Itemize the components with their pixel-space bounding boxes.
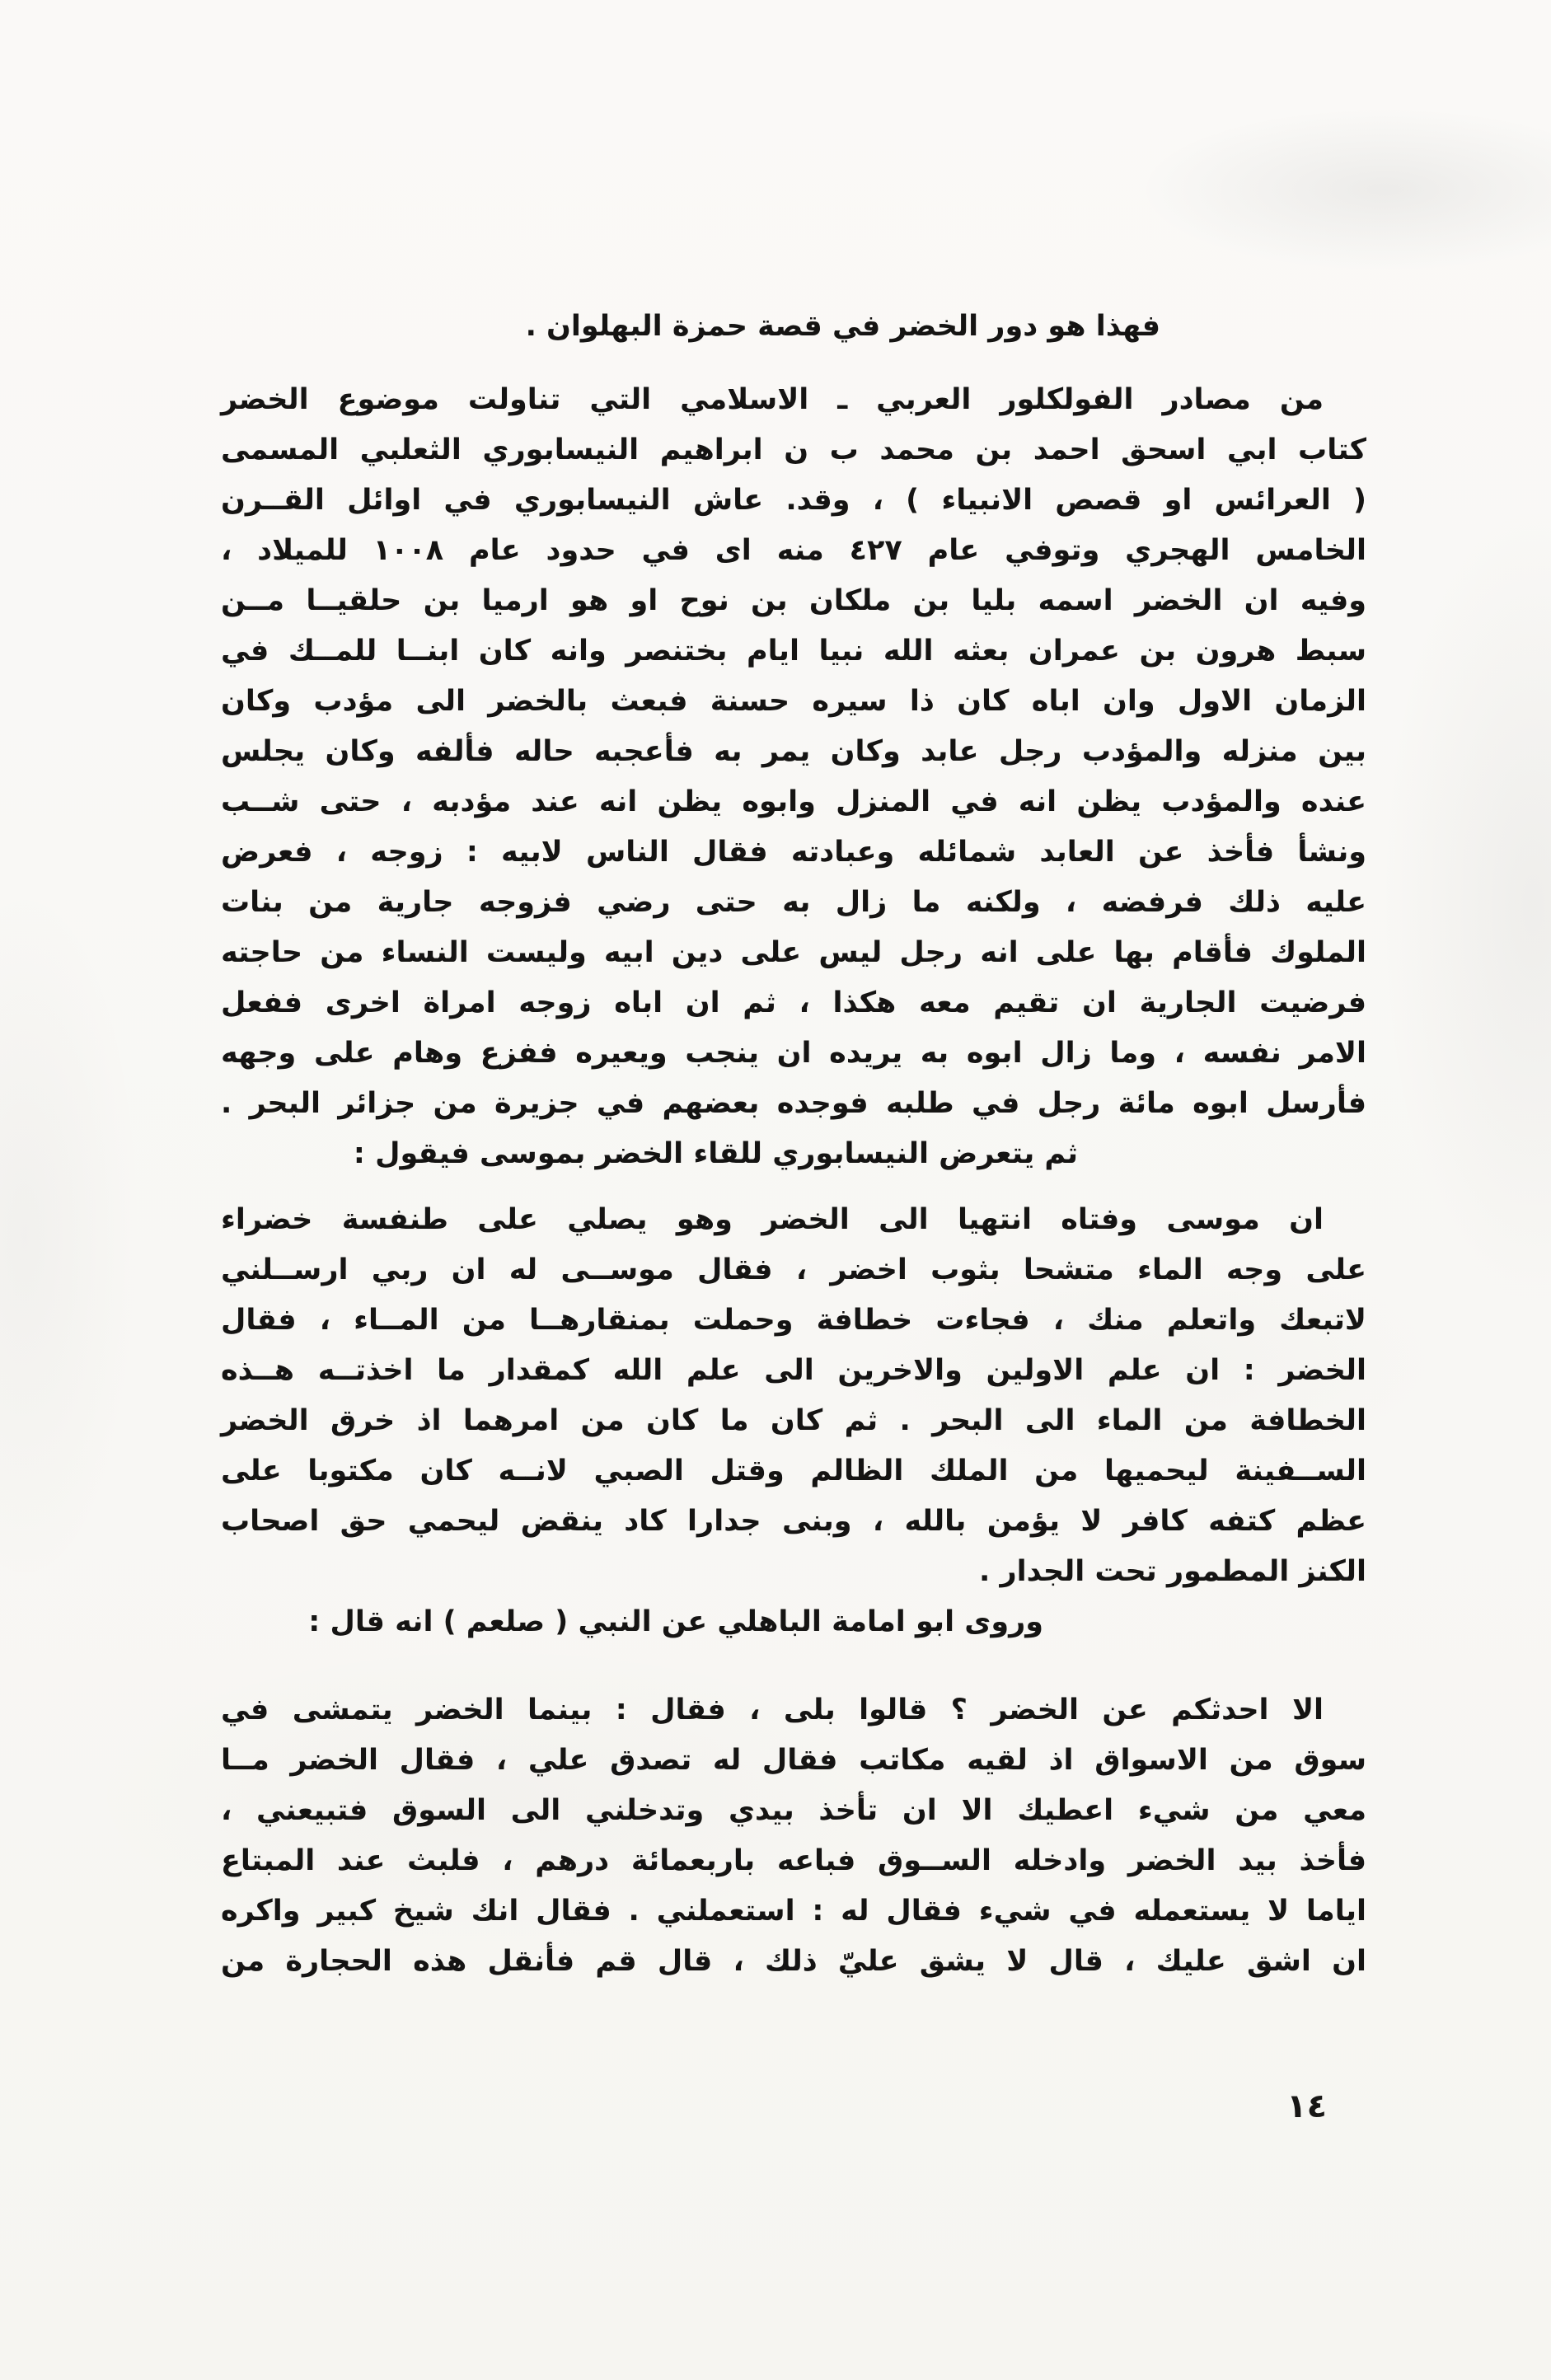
paragraph-line: من مصادر الفولكلور العربي ـ الاسلامي التي تناولت موضوع الخضر xyxy=(221,383,1324,416)
paragraph-line: الامر نفسه ، وما زال ابوه به يريده ان ينجب ويعيره ففزع وهام على وجهه xyxy=(221,1037,1366,1070)
paragraph-line: الخطافة من الماء الى البحر . ثم كان ما كان من امرهما اذ خرق الخضر xyxy=(221,1404,1366,1437)
paragraph-line: بين منزله والمؤدب رجل عابد وكان يمر به فأعجبه حاله فألفه وكان يجلس xyxy=(221,735,1366,768)
text-column xyxy=(221,302,1366,1987)
paragraph-line: سبط هرون بن عمران بعثه الله نبيا ايام بختنصر وانه كان ابنــا للمــك في xyxy=(221,635,1366,668)
paragraph-line: الخامس الهجري وتوفي عام ٤٢٧ منه اى في حدود عام ١٠٠٨ للميلاد ، xyxy=(221,534,1366,567)
paragraph-line: عليه ذلك فرفضه ، ولكنه ما زال به حتى رضي فزوجه جارية من بنات xyxy=(221,886,1366,919)
paragraph-line: الكنز المطمور تحت الجدار . xyxy=(979,1555,1366,1588)
section-lead-line: وروى ابو امامة الباهلي عن النبي ( صلعم ) انه قال : xyxy=(308,1605,1043,1638)
section-lead-line: ثم يتعرض النيسابوري للقاء الخضر بموسى فيقول : xyxy=(353,1137,1078,1170)
paragraph-line: معي من شيء اعطيك الا ان تأخذ بيدي وتدخلني الى السوق فتبيعني ، xyxy=(221,1794,1366,1827)
paragraph-line: لاتبعك واتعلم منك ، فجاءت خطافة وحملت بمنقارهــا من المــاء ، فقال xyxy=(221,1304,1366,1337)
paragraph-line: الســفينة ليحميها من الملك الظالم وقتل الصبي لانــه كان مكتوبا على xyxy=(221,1455,1366,1488)
paragraph-line: عظم كتفه كافر لا يؤمن بالله ، وبنى جدارا كاد ينقض ليحمي حق اصحاب xyxy=(221,1505,1366,1538)
paragraph-line: ان موسى وفتاه انتهيا الى الخضر وهو يصلي على طنفسة خضراء xyxy=(221,1203,1324,1236)
page-number: ١٤ xyxy=(1286,2087,1327,2125)
paragraph-line: فأرسل ابوه مائة رجل في طلبه فوجده بعضهم في جزيرة من جزائر البحر . xyxy=(221,1087,1366,1120)
paragraph-line: الزمان الاول وان اباه كان ذا سيره حسنة فبعث بالخضر الى مؤدب وكان xyxy=(221,685,1366,718)
paragraph-moses-meeting xyxy=(221,1195,1366,1597)
paragraph-sources xyxy=(221,375,1366,1129)
paragraph-line: على وجه الماء متشحا بثوب اخضر ، فقال موســى له ان ربي ارســلني xyxy=(221,1253,1366,1286)
paragraph-line: فرضيت الجارية ان تقيم معه هكذا ، ثم ان اباه زوجه امراة اخرى ففعل xyxy=(221,986,1366,1019)
paragraph-line: سوق من الاسواق اذ لقيه مكاتب فقال له تصدق علي ، فقال الخضر مــا xyxy=(221,1744,1366,1777)
paragraph-line: عنده والمؤدب يظن انه في المنزل وابوه يظن انه عند مؤدبه ، حتى شــب xyxy=(221,785,1366,818)
paragraph-line: الملوك فأقام بها على انه رجل ليس على دين ابيه وليست النساء من حاجته xyxy=(221,936,1366,969)
paragraph-line: الا احدثكم عن الخضر ؟ قالوا بلى ، فقال : بينما الخضر يتمشى في xyxy=(221,1694,1324,1726)
paragraph-line: الخضر : ان علم الاولين والاخرين الى علم الله كمقدار ما اخذتــه هــذه xyxy=(221,1354,1366,1387)
paragraph-hadith xyxy=(221,1685,1366,1987)
paragraph-line: وفيه ان الخضر اسمه بليا بن ملكان بن نوح او هو ارميا بن حلقيــا مــن xyxy=(221,584,1366,617)
paragraph-line: ونشأ فأخذ عن العابد شمائله وعبادته فقال الناس لابيه : زوجه ، فعرض xyxy=(221,836,1366,869)
paragraph-line: ان اشق عليك ، قال لا يشق عليّ ذلك ، قال قم فأنقل هذه الحجارة من xyxy=(221,1945,1366,1978)
paragraph-line: كتاب ابي اسحق احمد بن محمد ب ن ابراهيم النيسابوري الثعلبي المسمى xyxy=(221,433,1366,466)
paragraph-line: فأخذ بيد الخضر وادخله الســوق فباعه باربعمائة درهم ، فلبث عند المبتاع xyxy=(221,1844,1366,1877)
paragraph-line: اياما لا يستعمله في شيء فقال له : استعملني . فقال انك شيخ كبير واكره xyxy=(221,1895,1366,1928)
paragraph-line: ( العرائس او قصص الانبياء ) ، وقد. عاش النيسابوري في اوائل القــرن xyxy=(221,484,1366,517)
intro-line: فهذا هو دور الخضر في قصة حمزة البهلوان . xyxy=(525,310,1160,343)
